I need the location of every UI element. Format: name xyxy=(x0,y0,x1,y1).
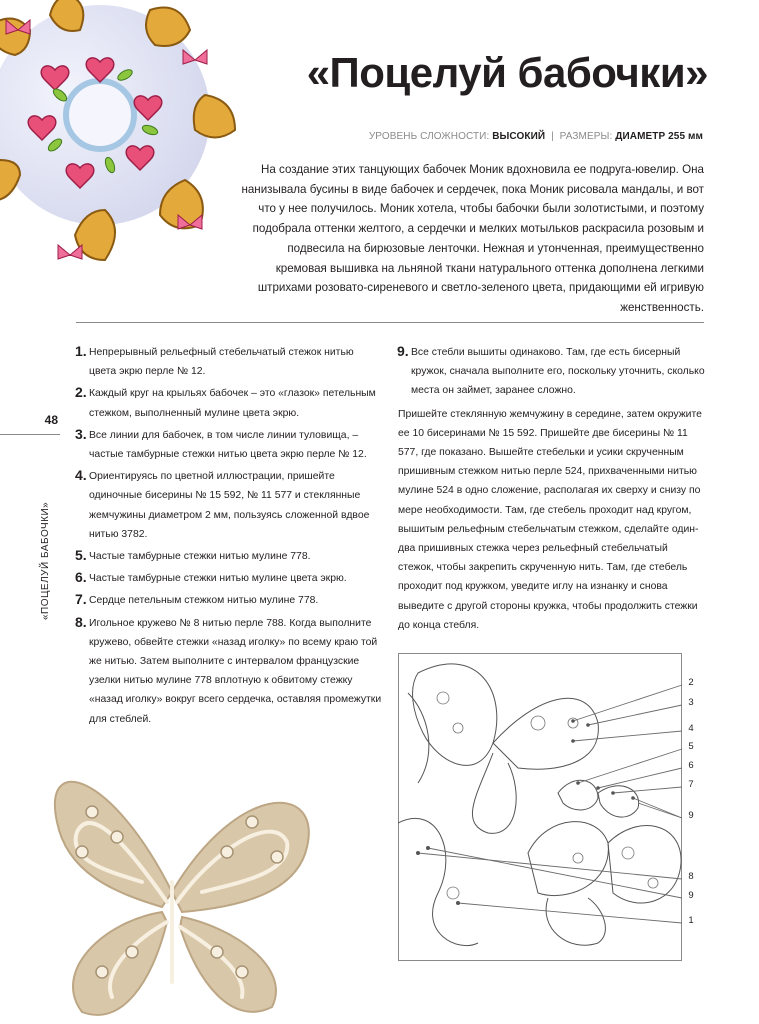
callout-label: 9 xyxy=(688,890,694,901)
step-item xyxy=(76,343,382,381)
step-text: Частые тамбурные стежки нитью мулине 778. xyxy=(89,551,311,563)
callout-label: 9 xyxy=(688,810,694,821)
step-text: Каждый круг на крыльях бабочек – это «глазок» петельным стежком, выполненный мулине цвета экрю. xyxy=(89,388,376,419)
page-title: «Поцелуй бабочки» xyxy=(306,49,708,96)
callout-label: 5 xyxy=(688,741,694,752)
stem-instructions: Пришейте стеклянную жемчужину в середине, затем окружите ее 10 бисеринами № 15 592. Пришейте две бисерины № 11 577, где показано. Вышейте стебельки и усики скрученным пришивным стежком нитью перле 524, прихваченными нитью мулине 524 в одно сложение, располагая их сверху и снизу по мере необходимости. Там, где стебель проходит над кругом, вышитым рельефным стебельчатым стежком, сделайте один-два пришивных стежка через рельефный стебельчатый стежок, чтобы закрепить скрученную нить. Там, где стебель проходит под кружком, уведите иглу на изнанку и снова выведите с другой стороны кружка, чтобы продолжить стежки до конца стебля. xyxy=(398,408,702,631)
stitch-diagram xyxy=(398,653,704,961)
callout-label: 6 xyxy=(688,760,694,771)
running-title: «ПОЦЕЛУЙ БАБОЧКИ» xyxy=(40,501,51,620)
callout-label: 7 xyxy=(688,779,694,790)
step-text: Игольное кружево № 8 нитью перле 788. Когда выполните кружево, обвейте стежки «назад иголку» по всему краю той же нитью. Затем выполните с интервалом французские узелки нитью мулине 778 вплотную к обвитому стежку «назад иголку» вокруг всего сердечка, оставляя промежутки для стеблей. xyxy=(89,617,382,725)
step-item xyxy=(76,384,382,422)
step-text: Частые тамбурные стежки нитью мулине цвета экрю. xyxy=(89,573,347,585)
step-number: 7. xyxy=(75,591,87,608)
section-divider xyxy=(76,322,704,323)
step-number: 5. xyxy=(75,547,87,564)
size-value: ДИАМЕТР 255 мм xyxy=(615,131,703,142)
step-number: 3. xyxy=(75,425,87,442)
step-text: Ориентируясь по цветной иллюстрации, пришейте одиночные бисерины № 15 592, № 11 577 и стеклянные жемчужины диаметром 2 мм, пользуясь сложенной вдвое нитью 3782. xyxy=(89,471,370,540)
step-number: 6. xyxy=(75,569,87,586)
size-label: РАЗМЕРЫ: xyxy=(559,131,613,142)
level-value: ВЫСОКИЙ xyxy=(492,131,546,142)
step-number: 8. xyxy=(75,613,87,630)
level-label: УРОВЕНЬ СЛОЖНОСТИ: xyxy=(368,131,490,142)
callout-label: 2 xyxy=(688,677,694,688)
step-item xyxy=(76,591,382,610)
step-number: 9. xyxy=(397,343,409,359)
callout-label: 8 xyxy=(688,871,694,882)
intro-paragraph: На создание этих танцующих бабочек Моник вдохновила ее подруга-ювелир. Она нанизывала бусины в виде бабочек и сердечек, пока Моник рисовала мандалы, и вот что у нее получилось. Моник хотела, чтобы бабочки были золотистыми, и поэтому подобрала оттенки желтого, а сердечки и мелких мотыльков раскрасила розовым и подвесила на бирюзовые ленточки. Нежная и утонченная, преимущественно кремовая вышивка на льняной ткани натурального оттенка дополнена легкими штрихами розовато-сиреневого и светло-зеленого цвета, придающими ей игривую женственность. xyxy=(241,163,704,314)
step-number: 1. xyxy=(75,343,87,359)
meta-separator: | xyxy=(551,131,554,142)
diagram-callouts xyxy=(681,653,701,961)
callout-label: 4 xyxy=(688,723,694,734)
project-meta xyxy=(300,131,703,142)
callout-label: 1 xyxy=(688,915,694,926)
step-text: Все стебли вышиты одинаково. Там, где есть бисерный кружок, сначала выполните его, поскольку уточнить, сколько места он займет, заранее сложно. xyxy=(411,347,705,397)
page-number: 48 xyxy=(0,413,60,435)
steps-left-column xyxy=(76,343,382,732)
step-item xyxy=(76,547,382,566)
step-item xyxy=(76,569,382,588)
steps-right-column xyxy=(398,343,706,635)
callout-label: 3 xyxy=(688,697,694,708)
step-number: 4. xyxy=(75,467,87,484)
step-text: Непрерывный рельефный стебельчатый стежок нитью цвета экрю перле № 12. xyxy=(89,347,354,378)
step-item xyxy=(76,426,382,464)
step-text: Все линии для бабочек, в том числе линии туловища, – частые тамбурные стежки нитью цвета экрю перле № 12. xyxy=(89,429,367,461)
mandala-illustration xyxy=(0,0,250,272)
step-item xyxy=(76,614,382,729)
step-text: Сердце петельным стежком нитью мулине 778. xyxy=(89,595,319,607)
embroidered-butterfly-photo xyxy=(22,742,322,1024)
step-item xyxy=(398,343,706,401)
step-item xyxy=(76,467,382,544)
step-number: 2. xyxy=(75,384,87,401)
